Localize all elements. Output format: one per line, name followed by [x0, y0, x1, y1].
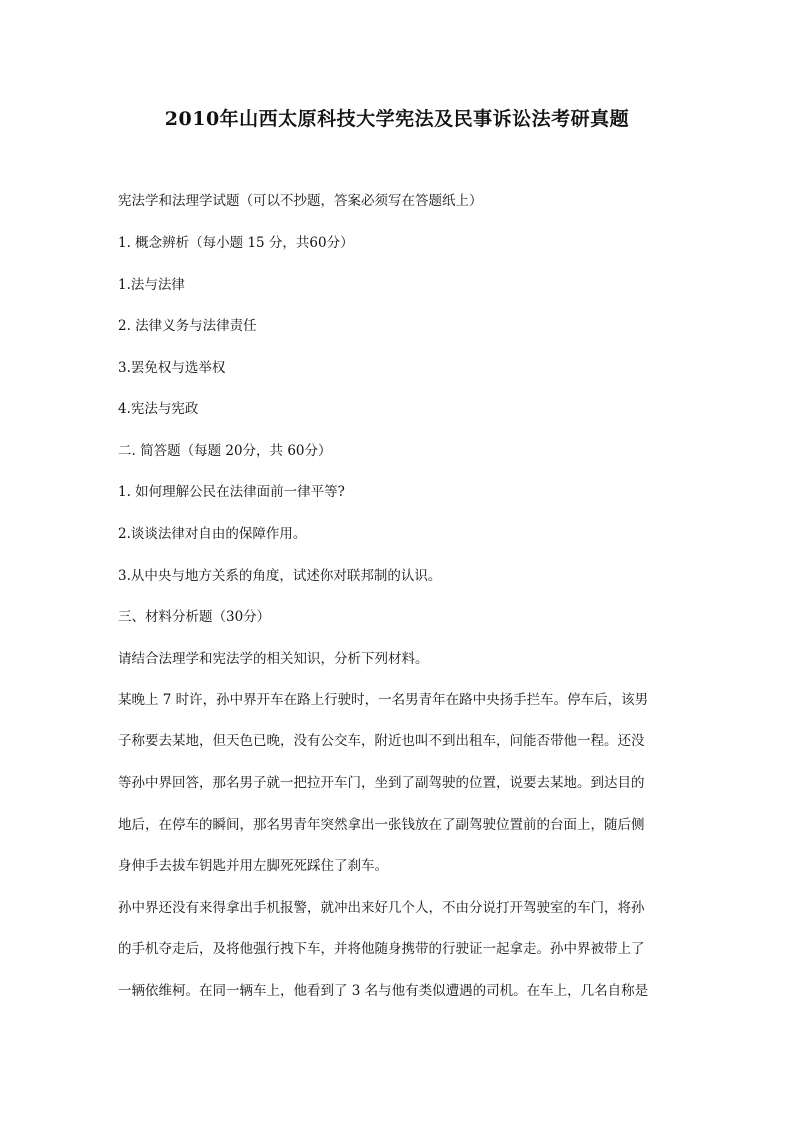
section-instruction: 请结合法理学和宪法学的相关知识，分析下列材料。	[118, 651, 429, 667]
question-item: 2.谈谈法律对自由的保障作用。	[118, 526, 307, 542]
paragraph-line: 某晚上 7 时许，孙中界开车在路上行驶时，一名男青年在路中央扬手拦车。停车后，该男	[118, 692, 649, 708]
paragraph-line: 的手机夺走后，及将他强行拽下车，并将他随身携带的行驶证一起拿走。孙中界被带上了	[118, 941, 645, 957]
question-item: 2. 法律义务与法律责任	[118, 318, 257, 334]
question-item: 1. 如何理解公民在法律面前一律平等?	[118, 484, 345, 500]
question-item: 4.宪法与宪政	[118, 401, 199, 417]
subject-header: 宪法学和法理学试题（可以不抄题，答案必须写在答题纸上）	[118, 193, 483, 209]
paragraph-line: 等孙中界回答，那名男子就一把拉开车门，坐到了副驾驶的位置，说要去某地。到达目的	[118, 775, 645, 791]
section-heading: 1. 概念辨析（每小题 15 分，共60分）	[118, 235, 354, 251]
paragraph-line: 一辆依维柯。在同一辆车上，他看到了 3 名与他有类似遭遇的司机。在车上，几名自称是	[118, 983, 649, 999]
paragraph-line: 身伸手去拔车钥匙并用左脚死死踩住了刹车。	[118, 858, 388, 874]
document-title: 2010年山西太原科技大学宪法及民事诉讼法考研真题	[164, 108, 630, 130]
question-item: 3.从中央与地方关系的角度，试述你对联邦制的认识。	[118, 568, 442, 584]
paragraph-line: 地后，在停车的瞬间，那名男青年突然拿出一张钱放在了副驾驶位置前的台面上，随后侧	[118, 817, 645, 833]
section-heading: 三、材料分析题（30分）	[118, 609, 271, 625]
paragraph-line: 孙中界还没有来得拿出手机报警，就冲出来好几个人，不由分说打开驾驶室的车门，将孙	[118, 900, 645, 916]
section-heading: 二. 简答题（每题 20分，共 60分）	[118, 443, 332, 459]
question-item: 1.法与法律	[118, 277, 185, 293]
question-item: 3.罢免权与选举权	[118, 360, 226, 376]
paragraph-line: 子称要去某地，但天色已晚，没有公交车，附近也叫不到出租车，问能否带他一程。还没	[118, 733, 645, 749]
